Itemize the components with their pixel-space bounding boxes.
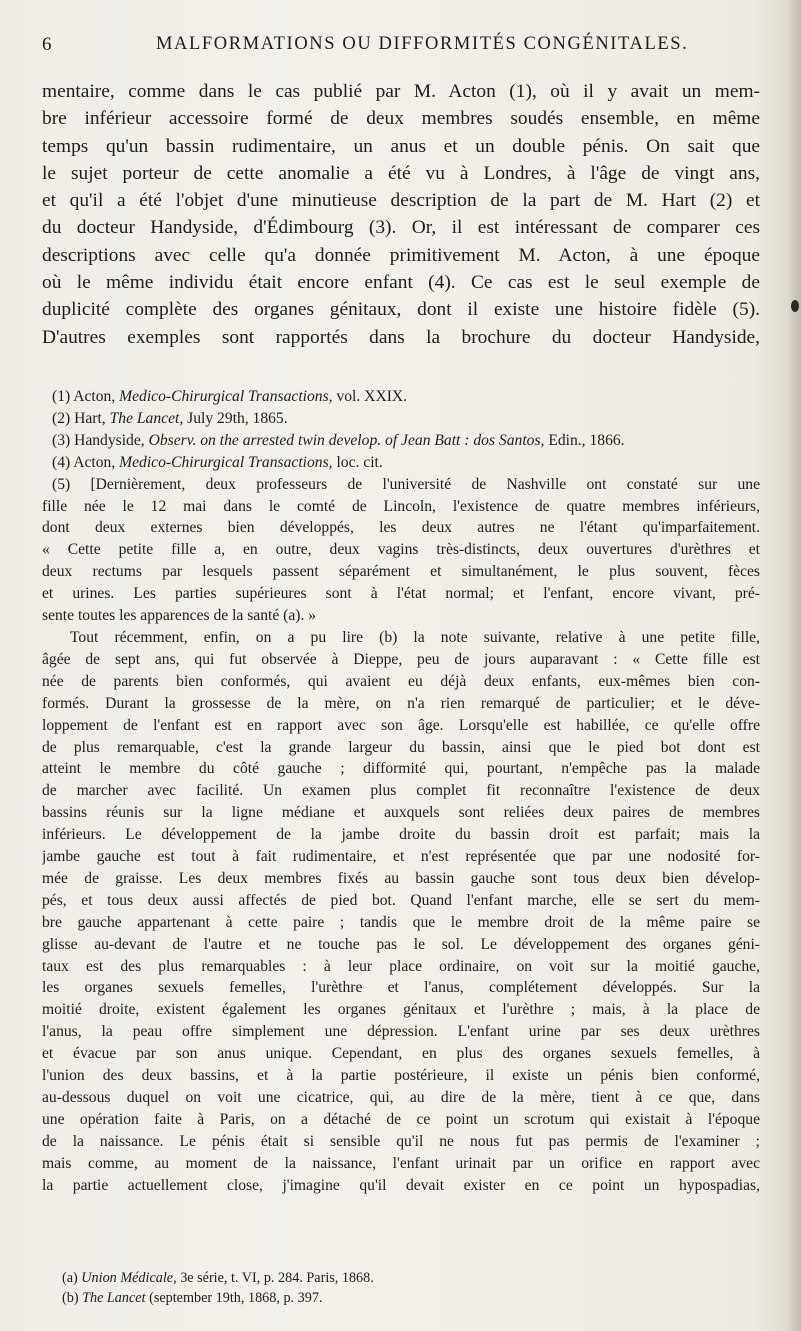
- footnote-line: la partie actuellement close, j'imagine qu'il devait exister en ce point un hypospadias,: [42, 1176, 760, 1194]
- footnote-number: (2) Hart,: [52, 409, 110, 427]
- page-number: 6: [42, 34, 52, 55]
- sub-footnote: [62, 1288, 662, 1308]
- footnote-number: (1) Acton,: [52, 388, 120, 405]
- running-title: MALFORMATIONS OU DIFFORMITÉS CONGÉNITALES.: [156, 34, 689, 54]
- footnote-line: fille née le 12 mai dans le comté de Lincoln, l'existence de quatre membres inférieurs,: [42, 497, 760, 515]
- body-line: et qu'il a été l'objet d'une minutieuse description de la part de M. Hart (2) et: [42, 190, 760, 212]
- footnote-detail: , July 29th, 1865.: [179, 409, 288, 427]
- footnote-line: atteint le membre du côté gauche ; difformité qui, pourtant, n'empêche pas la malade: [42, 760, 760, 778]
- footnote-line: sente toutes les apparences de la santé (a). »: [42, 607, 317, 625]
- footnote-line: mais comme, au moment de la naissance, l'enfant urinait par un orifice en rapport avec: [42, 1154, 760, 1172]
- sub-footnote-label: (a): [62, 1270, 82, 1286]
- footnote-ref: [42, 452, 760, 474]
- footnote-line: jambe gauche est tout à fait rudimentaire, et n'est représentée que par une nodosité for-: [42, 848, 760, 866]
- main-paragraph: [42, 78, 760, 351]
- body-line: temps qu'un bassin rudimentaire, un anus et un double pénis. On sait que: [42, 135, 760, 157]
- footnote-line: loppement de l'enfant est en rapport avec son âge. Lorsqu'elle est habillée, ce qu'elle offre: [42, 716, 760, 734]
- body-line: duplicité complète des organes génitaux, dont il existe une histoire fidèle (5).: [42, 299, 760, 321]
- sub-footnote-detail: , 3e série, t. VI, p. 284. Paris, 1868.: [173, 1270, 374, 1286]
- footnote-line: moitié droite, existent également les organes génitaux et l'urèthre ; mais, à la place de: [42, 1001, 760, 1019]
- footnote-ref: [42, 386, 760, 408]
- footnote-title: Medico-Chirurgical Transactions: [119, 453, 329, 471]
- body-line: où le même individu était encore enfant (4). Ce cas est le seul exemple de: [42, 272, 760, 294]
- footnote-line: bre gauche appartenant à cette paire ; tandis que le membre droit de la même paire se: [42, 913, 760, 931]
- footnote-ref: [42, 408, 760, 430]
- sub-footnotes: [62, 1268, 662, 1308]
- footnote-line: de la naissance. Le pénis était si sensible qu'il ne nous fut pas permis de l'examiner ;: [42, 1132, 760, 1150]
- body-line: bre inférieur accessoire formé de deux membres soudés ensemble, en même: [42, 108, 760, 130]
- footnote-line: taux est des plus remarquables : à leur place ordinaire, on voit sur la moitié gauche,: [42, 957, 760, 975]
- footnote-line: née de parents bien conformés, qui avaient eu déjà deux enfants, eux-mêmes bien con-: [42, 672, 760, 690]
- footnote-line: l'anus, la peau offre simplement une dépression. L'enfant urine par ses deux urèthres: [42, 1023, 760, 1041]
- sub-footnote-detail: (september 19th, 1868, p. 397.: [145, 1290, 323, 1306]
- footnotes: [42, 386, 760, 1197]
- footnote-line: et évacue par son anus unique. Cependant, en plus des organes sexuels femelles, à: [42, 1045, 760, 1063]
- footnote-line: deux rectums par lesquels passent séparément et simultanément, le plus souvent, fèces: [42, 563, 760, 581]
- footnote-line: inférieurs. Le développement de la jambe droite du bassin droit est parfait; mais la: [42, 826, 760, 844]
- footnote-detail: , vol. XXIX.: [328, 388, 408, 405]
- footnote-title: Medico-Chirurgical Transactions: [119, 388, 329, 405]
- footnote-number: (4) Acton,: [52, 453, 120, 471]
- footnote-line: dont deux externes bien développés, les deux autres ne l'étant qu'imparfaitement.: [42, 519, 760, 537]
- page-header: [42, 34, 762, 58]
- footnote-line: formés. Durant la grossesse de la mère, on n'a rien remarqué de particulier; et le déve-: [42, 694, 760, 712]
- body-line: D'autres exemples sont rapportés dans la brochure du docteur Handyside,: [42, 326, 760, 348]
- sub-footnote-label: (b): [62, 1290, 83, 1306]
- body-line: mentaire, comme dans le cas publié par M. Acton (1), où il y avait un mem-: [42, 81, 760, 102]
- footnote-line: Tout récemment, enfin, on a pu lire (b) la note suivante, relative à une petite fille,: [70, 628, 760, 646]
- sub-footnote-title: The Lancet: [82, 1290, 146, 1306]
- footnote-line: mée de graisse. Les deux membres fixés au bassin gauche sont tous deux bien dévelop-: [42, 869, 760, 887]
- footnote-detail: , Edin., 1866.: [540, 431, 625, 449]
- footnote-title: The Lancet: [109, 409, 180, 427]
- footnote-line: bassins réunis sur la ligne médiane et auxquels sont reliées deux paires de membres: [42, 804, 760, 822]
- footnote-line: de marcher avec facilité. Un examen plus complet fit reconnaître l'existence de deux: [42, 782, 760, 800]
- footnote-line: (5) [Dernièrement, deux professeurs de l'université de Nashville ont constaté sur une: [52, 475, 760, 493]
- footnote-line: de plus remarquable, c'est la grande largeur du bassin, ainsi que le pied bot dont est: [42, 738, 760, 756]
- sub-footnote: [62, 1268, 662, 1288]
- footnote-line: au-dessous duquel on voit une cicatrice, qui, au dire de la mère, tient à ce que, dans: [42, 1089, 760, 1106]
- body-line: du docteur Handyside, d'Édimbourg (3). Or, il est intéressant de comparer ces: [42, 217, 760, 239]
- footnote-detail: , loc. cit.: [328, 453, 383, 471]
- footnote-line: l'union des deux bassins, et à la partie postérieure, il existe un pénis bien conformé,: [42, 1067, 760, 1085]
- sub-footnote-title: Union Médicale: [81, 1270, 174, 1286]
- footnote-line: âgée de sept ans, qui fut observée à Dieppe, peu de jours auparavant : « Cette fille est: [42, 650, 760, 668]
- body-line: descriptions avec celle qu'a donnée primitivement M. Acton, à une époque: [42, 244, 760, 266]
- footnote-title: Observ. on the arrested twin develop. of Jean Batt : dos Santos: [148, 431, 541, 449]
- ink-mark: [791, 300, 799, 312]
- footnote-line: les organes sexuels femelles, l'urèthre et l'anus, complétement développés. Sur la: [42, 979, 760, 997]
- footnote-number: (3) Handyside,: [52, 431, 149, 449]
- body-line: le sujet porteur de cette anomalie a été vu à Londres, à l'âge de vingt ans,: [42, 162, 760, 184]
- page-edge-shadow: [787, 0, 801, 1331]
- footnote-line: « Cette petite fille a, en outre, deux vagins très-distincts, deux ouvertures d'urèthres et: [42, 541, 760, 559]
- footnote-line: glisse au-devant de l'autre et ne touche pas le sol. Le développement des organes géni-: [42, 935, 760, 953]
- footnote-ref: [42, 430, 760, 452]
- footnote-line: une opération faite à Paris, on a détaché de ce point un scrotum qui existait à l'époque: [42, 1110, 760, 1128]
- footnote-line: pés, et tous deux aussi affectés de pied bot. Quand l'enfant marche, elle se sert du mem-: [42, 891, 760, 909]
- footnote-line: et urines. Les parties supérieures sont à l'état normal; et l'enfant, encore vivant, pré-: [42, 585, 760, 603]
